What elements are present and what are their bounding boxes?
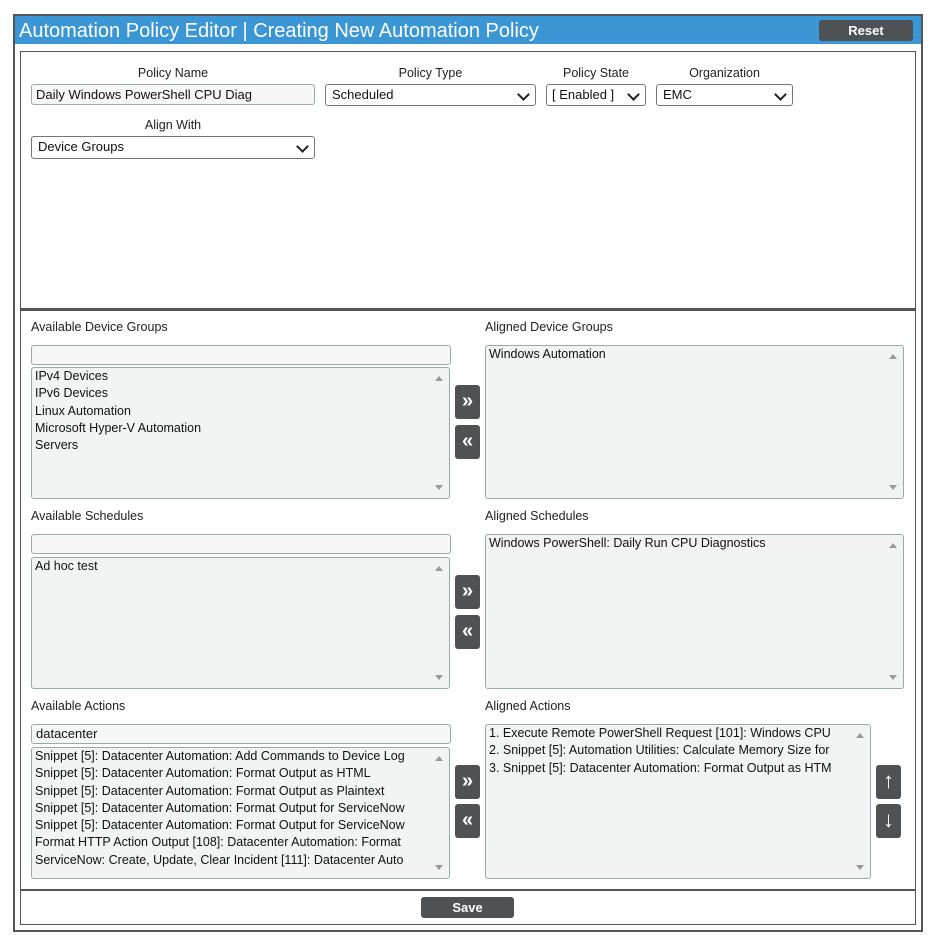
align-action-button[interactable]: » (455, 765, 480, 799)
policy-type-value: Scheduled (332, 87, 394, 102)
save-button[interactable]: Save (421, 897, 514, 918)
list-item[interactable]: IPv4 Devices (35, 369, 108, 383)
organization-select[interactable] (656, 84, 793, 106)
scroll-down-icon[interactable] (889, 675, 897, 680)
chevron-down-icon (296, 140, 309, 153)
available-device-groups-label: Available Device Groups (31, 320, 168, 334)
scroll-down-icon[interactable] (435, 865, 443, 870)
aligned-schedules-label: Aligned Schedules (485, 509, 589, 523)
scroll-down-icon[interactable] (435, 675, 443, 680)
schedules-filter-input[interactable] (31, 534, 451, 554)
scroll-up-icon[interactable] (435, 756, 443, 761)
unalign-schedule-button[interactable]: « (455, 615, 480, 649)
device-groups-filter-input[interactable] (31, 345, 451, 365)
policy-name-label: Policy Name (137, 66, 209, 80)
list-item[interactable]: Snippet [5]: Datacenter Automation: Format Output as Plaintext (35, 783, 385, 798)
scroll-down-icon[interactable] (889, 485, 897, 490)
list-item[interactable]: 3. Snippet [5]: Datacenter Automation: Format Output as HTM (489, 760, 832, 775)
aligned-actions-list[interactable] (485, 724, 871, 879)
scroll-down-icon[interactable] (435, 485, 443, 490)
available-schedules-label: Available Schedules (31, 509, 144, 523)
chevron-down-icon (627, 88, 640, 101)
policy-state-label: Policy State (562, 66, 629, 80)
align-schedule-button[interactable]: » (455, 575, 480, 609)
scroll-up-icon[interactable] (889, 354, 897, 359)
align-with-value: Device Groups (38, 139, 124, 154)
list-item[interactable]: Windows PowerShell: Daily Run CPU Diagnostics (489, 536, 766, 550)
scrollbar[interactable] (429, 368, 449, 498)
policy-type-select[interactable] (325, 84, 536, 106)
organization-label: Organization (689, 66, 760, 80)
policy-type-label: Policy Type (398, 66, 463, 80)
aligned-device-groups-label: Aligned Device Groups (485, 320, 613, 334)
unalign-action-button[interactable]: « (455, 804, 480, 838)
list-item[interactable]: Ad hoc test (35, 559, 98, 573)
scroll-up-icon[interactable] (435, 376, 443, 381)
list-item[interactable]: Snippet [5]: Datacenter Automation: Format Output for ServiceNow (35, 818, 405, 833)
move-down-button[interactable]: ↓ (876, 804, 901, 838)
aligned-device-groups-list[interactable] (485, 345, 904, 499)
move-up-button[interactable]: ↑ (876, 765, 901, 799)
actions-filter-input[interactable]: datacenter (31, 724, 451, 744)
scrollbar[interactable] (883, 346, 903, 498)
chevron-down-icon (517, 88, 530, 101)
scrollbar[interactable] (429, 748, 449, 878)
list-item[interactable]: IPv6 Devices (35, 386, 108, 401)
align-with-select[interactable] (31, 136, 315, 159)
policy-name-input[interactable]: Daily Windows PowerShell CPU Diag (31, 84, 315, 105)
available-actions-label: Available Actions (31, 699, 126, 713)
list-item[interactable]: Snippet [5]: Datacenter Automation: Format Output as HTML (35, 766, 371, 781)
scrollbar[interactable] (850, 725, 870, 878)
unalign-device-group-button[interactable]: « (455, 425, 480, 459)
list-item[interactable]: Format HTTP Action Output [108]: Datacenter Automation: Format (35, 835, 401, 850)
scroll-up-icon[interactable] (856, 733, 864, 738)
policy-state-value: [ Enabled ] (552, 87, 615, 102)
reset-button[interactable]: Reset (819, 20, 913, 41)
scroll-up-icon[interactable] (435, 566, 443, 571)
aligned-schedules-list[interactable] (485, 534, 904, 689)
available-device-groups-list[interactable] (31, 367, 450, 499)
list-item[interactable]: ServiceNow: Create, Update, Clear Incident [111]: Datacenter Auto (35, 852, 404, 867)
list-item[interactable]: 2. Snippet [5]: Automation Utilities: Calculate Memory Size for (489, 743, 830, 758)
scrollbar[interactable] (883, 535, 903, 688)
align-with-label: Align With (144, 118, 202, 132)
list-item[interactable]: Microsoft Hyper-V Automation (35, 420, 202, 435)
organization-value: EMC (663, 87, 692, 102)
available-actions-list[interactable] (31, 747, 450, 879)
list-item[interactable]: Snippet [5]: Datacenter Automation: Add Commands to Device Log (35, 749, 405, 763)
scroll-up-icon[interactable] (889, 543, 897, 548)
list-item[interactable]: 1. Execute Remote PowerShell Request [101]: Windows CPU (489, 726, 831, 740)
list-item[interactable]: Snippet [5]: Datacenter Automation: Format Output for ServiceNow (35, 800, 405, 815)
list-item[interactable]: Linux Automation (35, 403, 131, 418)
scroll-down-icon[interactable] (856, 865, 864, 870)
list-item[interactable]: Windows Automation (489, 347, 606, 361)
chevron-down-icon (774, 88, 787, 101)
scrollbar[interactable] (429, 558, 449, 688)
list-item[interactable]: Servers (35, 438, 79, 453)
policy-state-select[interactable] (546, 84, 646, 106)
page-title: Automation Policy Editor | Creating New Automation Policy (19, 20, 539, 42)
aligned-actions-label: Aligned Actions (485, 699, 571, 713)
align-device-group-button[interactable]: » (455, 385, 480, 419)
available-schedules-list[interactable] (31, 557, 450, 689)
